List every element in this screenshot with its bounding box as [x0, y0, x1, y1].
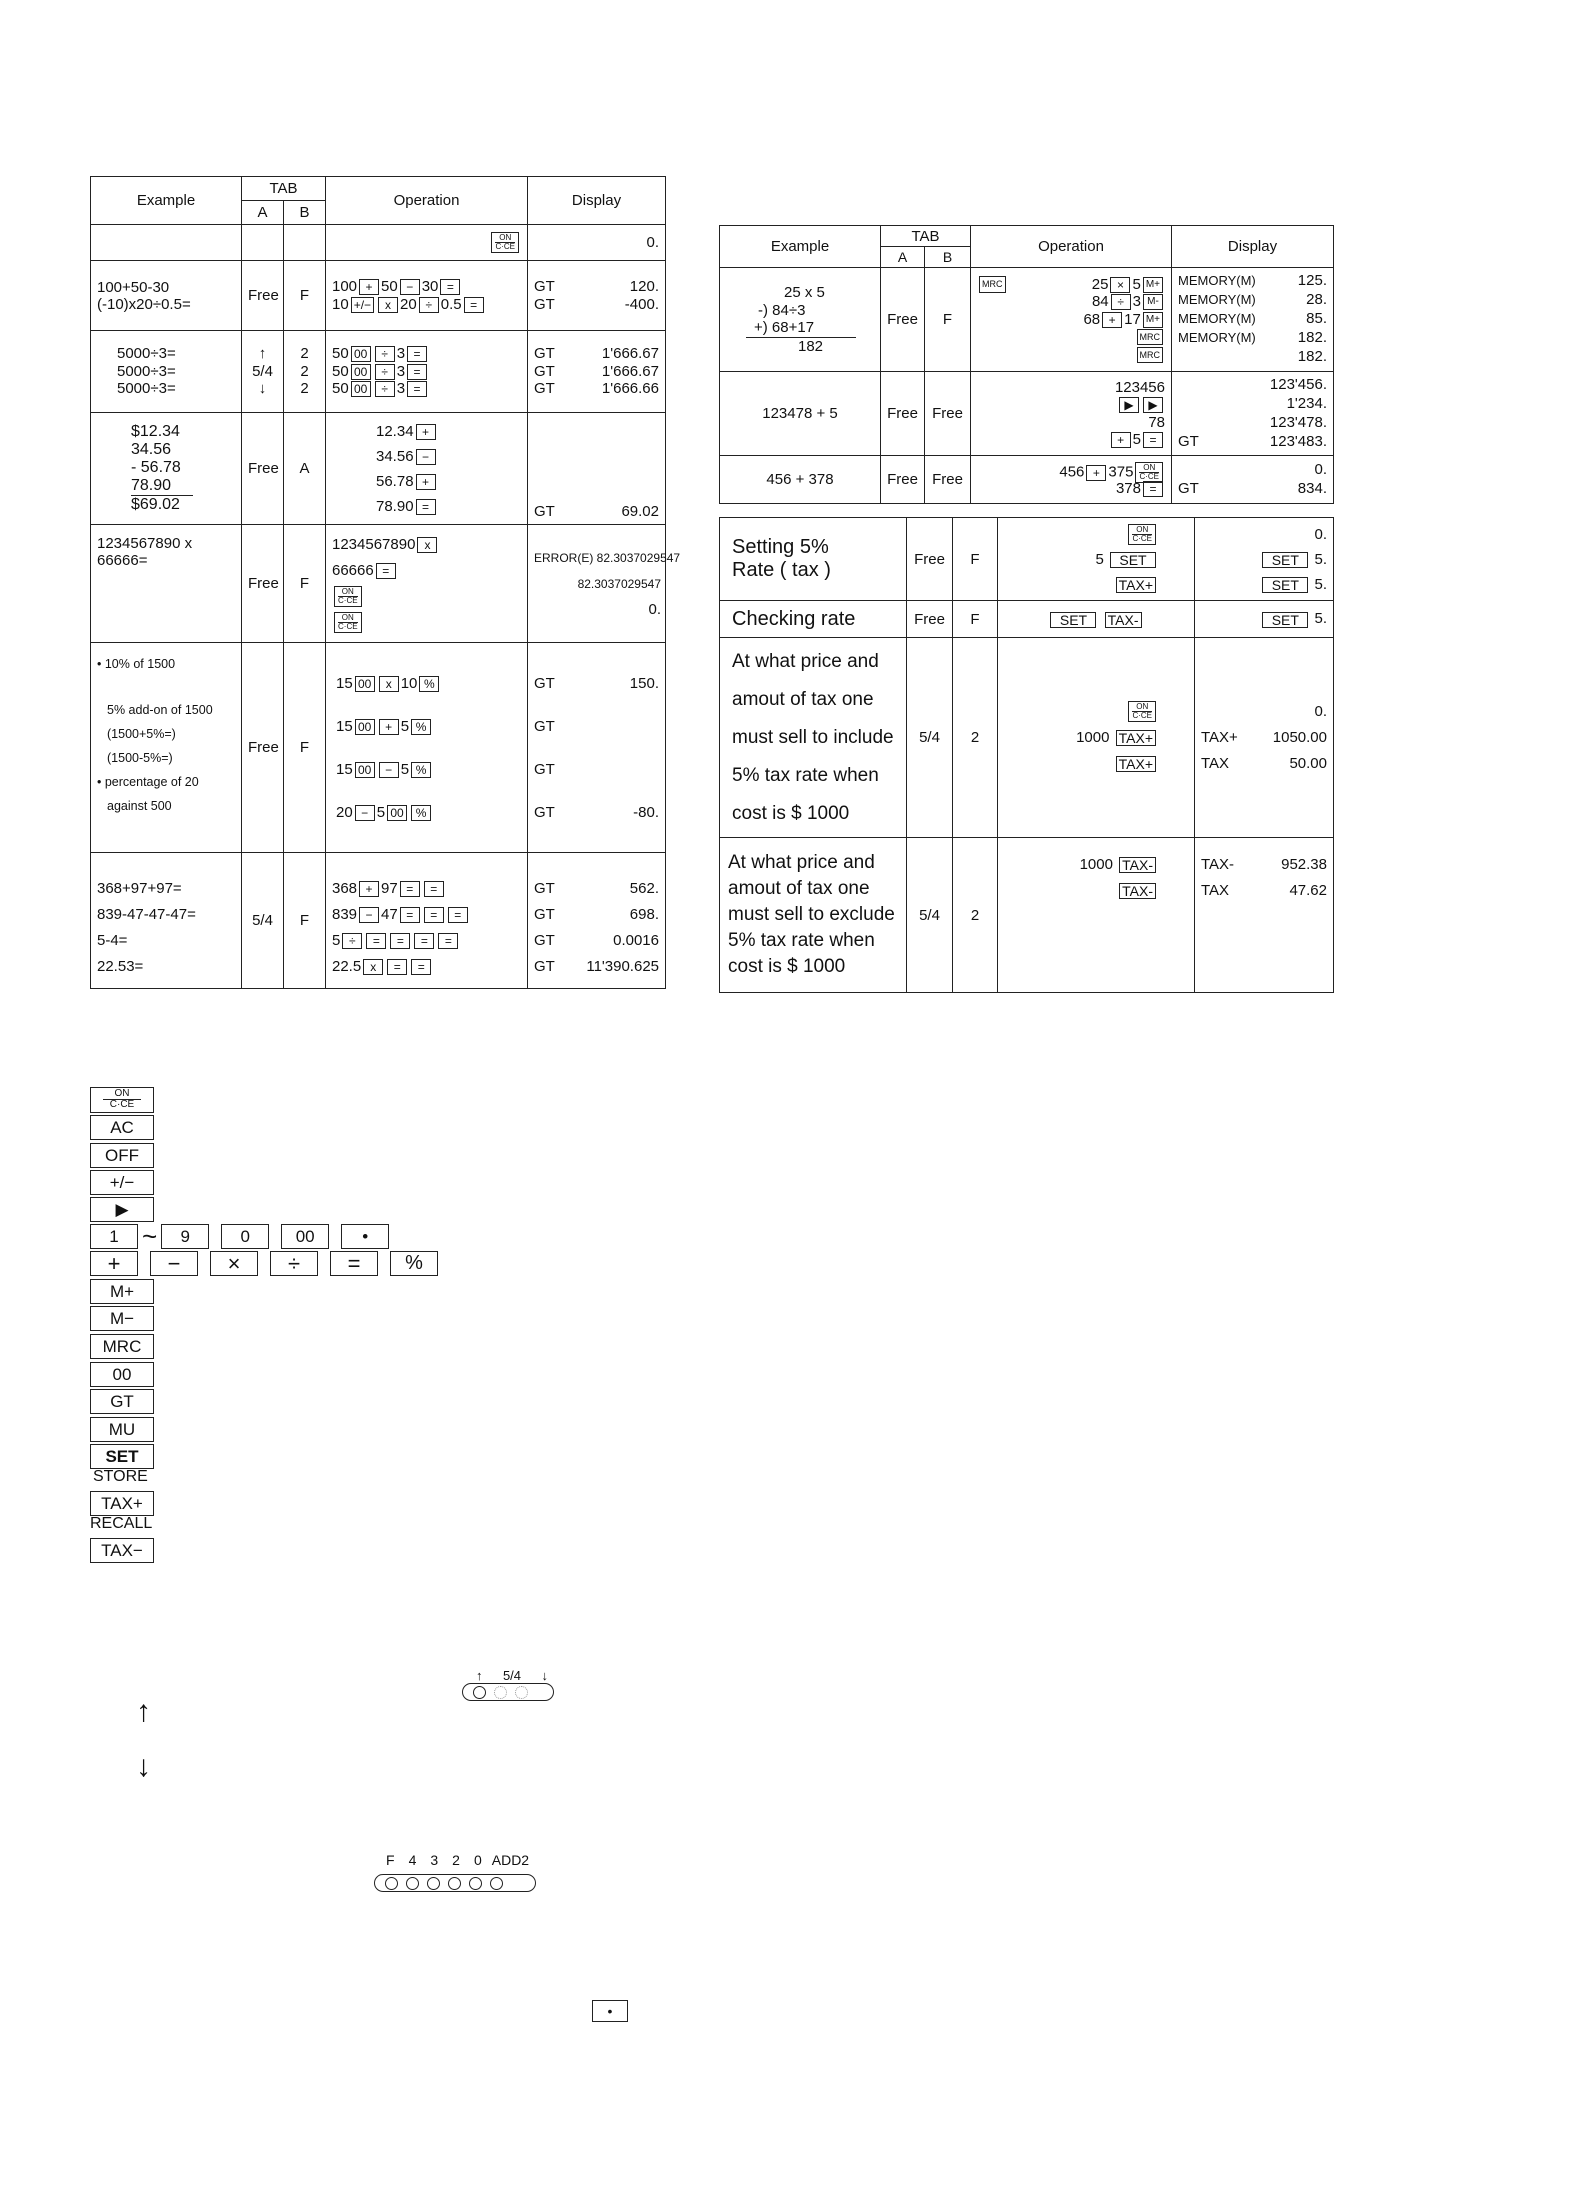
tax-minus-key: TAX−: [90, 1538, 154, 1563]
table-row: [91, 225, 666, 261]
header-tab-b: B: [284, 201, 326, 225]
header-tab-a: A: [881, 247, 925, 268]
mrc-key: MRC: [90, 1334, 154, 1359]
off-key: OFF: [90, 1143, 154, 1168]
rounding-switch-labels: ↑ 5/4 ↓: [476, 1668, 548, 1683]
tax-example-table: [719, 517, 1334, 993]
rounding-switch: [462, 1683, 554, 1701]
set-key: SET: [90, 1444, 154, 1469]
table-row: 100+50-30 (-10)x20÷0.5= Free F 100 + 50 − 30 = 10 +/− x 20 ÷ 0.5 = GT 120. GT -400.: [91, 261, 666, 331]
display-value: -400.: [624, 295, 659, 313]
on-cce-key: $\frac{ON}{C\cdot CE}$: [334, 586, 362, 607]
on-cce-key: $\frac{ON}{C\cdot CE}$: [491, 232, 519, 253]
mu-key: MU: [90, 1417, 154, 1442]
switch-position-dot: [473, 1686, 486, 1699]
header-tab: TAB: [242, 177, 326, 201]
table-row: $12.34 34.56 - 56.78 78.90 $69.02 Free A 12.34 + 34.56 − 56.78 + 78.90 = GT 69.02: [91, 413, 666, 525]
round-up-arrow: ↑: [136, 1695, 151, 1728]
example-table-1: [90, 176, 681, 989]
double-zero-key: 00: [90, 1362, 154, 1387]
ac-key: AC: [90, 1115, 154, 1140]
decimal-switch-labels: F 4 3 2 0 ADD2: [386, 1852, 530, 1868]
decimal-switch: [374, 1874, 536, 1892]
header-example: Example: [720, 226, 881, 268]
on-cce-key: $\frac{ON}{C\cdot CE}$: [334, 612, 362, 633]
m-minus-key: M−: [90, 1306, 154, 1331]
header-tab-b: B: [925, 247, 971, 268]
play-key: ▶: [90, 1197, 154, 1222]
table-row: 368+97+97= 839-47-47-47= 5-4= 22.53= 5/4 F 368 + 97 = = 839 − 47 = = = 5 ÷ = = = = 22.5 x = = GT 562. GT 698. GT 0.0016 GT 11'390.625: [91, 853, 666, 989]
table-row: 5000÷3= 5000÷3= 5000÷3= ↑ 5/4 ↓ 2 2 2 50 00 ÷ 3 = 50 00 ÷ 3 = 50 00 ÷ 3 = GT 1'666.67 GT 1'666.67 GT 1'666.66: [91, 331, 666, 413]
tax-plus-key: TAX+: [90, 1491, 154, 1516]
decimal-point-key: •: [592, 2000, 628, 2022]
header-example: Example: [91, 177, 242, 225]
operation-line: 10 +/− x 20 ÷ 0.5 =: [332, 296, 521, 314]
table-row: 1234567890 x 66666= Free F 1234567890 x 66666 = $\frac{ON}{C\cdot CE}$ $\frac{ON}{C\cdot CE}$ ERROR(E) 82.3037029547 82.3037029547 0.: [91, 525, 666, 643]
header-tab-a: A: [242, 201, 284, 225]
header-tab: TAB: [881, 226, 971, 247]
plus-minus-key: +/−: [90, 1170, 154, 1195]
header-operation: Operation: [326, 177, 528, 225]
recall-label: RECALL: [90, 1515, 153, 1532]
tab-a-value: Free: [242, 261, 284, 331]
display-value: 0.: [528, 225, 666, 261]
display-value: 120.: [629, 278, 659, 295]
store-label: STORE: [93, 1468, 148, 1485]
example-text: (-10)x20÷0.5=: [97, 295, 191, 313]
round-down-arrow: ↓: [136, 1750, 151, 1783]
table-row: At what price and amout of tax one must sell to include 5% tax rate when cost is $ 1000 5/4 2 $\frac{ON}{C\cdot CE}$ 1000 TAX+ TAX+ 0. TAX+ 1050.00 TAX 50.00: [720, 638, 1334, 838]
on-cce-key: ON C·CE: [90, 1087, 154, 1113]
table-row: 25 x 5 -) 84÷3 +) 68+17 182 Free F MRC 25 × 5 M+ 84 ÷ 3 M- 68 + 17 M+ MRC MRC MEMORY(M) 125. MEMORY(M) 28. MEMORY(M) 85. MEMORY(M) 182. 182.: [720, 268, 1334, 372]
gt-key: GT: [90, 1389, 154, 1414]
table-row: 456 + 378 Free Free 456 + 375 $\frac{ON}{C\cdot CE}$ 378 = 0. GT 834.: [720, 456, 1334, 504]
operation-line: 100 + 50 − 30 =: [332, 278, 521, 296]
table-row: Checking rate Free F SET TAX- SET 5.: [720, 601, 1334, 638]
table-row: Setting 5% Rate ( tax ) Free F $\frac{ON}{C\cdot CE}$ 5 SET TAX+ 0. SET 5. SET 5.: [720, 518, 1334, 601]
digit-keys-row: 1 ~ 9 0 00 •: [90, 1224, 389, 1249]
table-row: 123478 + 5 Free Free 123456 ▶ ▶ 78 + 5 = 123'456. 1'234. 123'478. GT 123'483.: [720, 372, 1334, 456]
header-display: Display: [1172, 226, 1334, 268]
memory-example-table: [719, 225, 1334, 504]
operator-keys-row: + − × ÷ = %: [90, 1251, 438, 1276]
table-row: At what price and amout of tax one must sell to exclude 5% tax rate when cost is $ 1000 5/4 2 1000 TAX- TAX- TAX- 952.38 TAX 47.62: [720, 838, 1334, 993]
table-row: • 10% of 1500 5% add-on of 1500 (1500+5%=) (1500-5%=) • percentage of 20 against 500 Free F 15 00 x 10 % 15 00 + 5 % 15 00 − 5 % 20 − 5 00 % GT 150. GT GT GT -80.: [91, 643, 666, 853]
tab-b-value: F: [284, 261, 326, 331]
header-operation: Operation: [971, 226, 1172, 268]
example-text: 100+50-30: [97, 278, 170, 296]
header-display: Display: [528, 177, 666, 225]
m-plus-key: M+: [90, 1279, 154, 1304]
